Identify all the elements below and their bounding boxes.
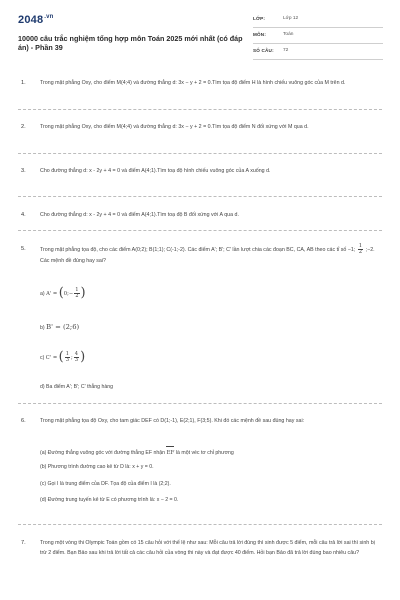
option-b-expr: B' = (2;6) [46,323,80,331]
question-text: Cho đường thẳng d: x - 2y + 4 = 0 và điểm A(4;1).Tìm toạ độ hình chiếu vuông góc của A xuống d. [40,168,271,174]
option-a-pre: (a) Đường thẳng vuông góc với đường thẳng EF nhận [40,450,166,456]
fraction-denominator: 2 [358,249,363,256]
option-a-x: 0;− [63,291,74,298]
question-text [40,244,382,266]
paren-open: ( [58,349,64,365]
paren-close: ) [80,349,86,365]
meta-key: SỐ CÂU: [253,48,274,53]
meta-value: Toán [283,32,294,37]
question-number: 3. [21,168,26,174]
question-text: Cho đường thẳng d: x - 2y + 4 = 0 và điểm A(4;1).Tìm toạ độ B đối xứng với A qua d. [40,212,239,218]
option-label: c) [40,355,45,362]
fraction-denominator: 3 [65,357,70,364]
question-number: 1. [21,80,26,86]
question-divider [18,524,382,525]
question-number: 6. [21,418,26,424]
question-number: 4. [21,212,26,218]
option-d: (d) Đường trung tuyến kẻ từ E có phương trình là: x − 2 = 0. [40,497,179,503]
meta-info-box [253,14,383,62]
vector-ef: EF [166,446,174,458]
fraction-numerator: 1 [358,243,363,249]
question-divider [18,153,382,154]
option-a-lhs: A' = [46,291,58,298]
question-divider [18,109,382,110]
site-logo[interactable] [18,14,54,26]
separator: ; [71,355,73,362]
meta-row-count [253,46,383,60]
question-text: Trong mặt phẳng Oxy, cho điểm M(4;4) và đường thẳng d: 3x − y + 2 = 0.Tìm tọa độ điểm H là hình chiếu vuông góc của M trên d. [40,80,346,86]
question-number: 5. [21,246,26,252]
question-text: Trong một vòng thi Olympic Toán gồm có 15 câu hỏi với thể lệ như sau: Mỗi câu trả lời đúng thì sinh được 5 điểm, mỗi câu trả lời sai thì sinh bị trừ 2 điểm. Bạn Bảo sau khi trả lời tất cả các câu hỏi của vòng thi này và đạt được 40 điểm. Hỏi bạn Bảo đã trả lời đúng bao nhiêu câu? [40,540,375,556]
option-b [40,322,79,333]
logo-suffix-text: .vn [44,14,54,21]
fraction-numerator: 4 [74,351,79,357]
logo-main-text: 2048 [18,14,44,26]
paren-close: ) [80,285,86,301]
option-label: a) [40,291,45,298]
option-c [40,349,86,365]
option-c-fraction-2 [74,352,79,363]
document-title: 10000 câu trắc nghiệm tổng hợp môn Toán 2025 mới nhất (có đáp án) - Phần 39 [18,34,243,53]
option-a [40,446,234,458]
option-c-fraction-1 [65,352,70,363]
meta-row-class [253,14,383,28]
question-text-part: ;−2. Các mệnh đề đúng hay sai? [40,247,375,264]
meta-value: Lớp 12 [283,16,299,21]
fraction-denominator: 3 [74,357,79,364]
option-a [40,285,86,301]
meta-key: LỚP: [253,16,266,21]
ratio-fraction [358,244,363,256]
meta-key: MÔN: [253,32,267,37]
option-c: (c) Gọi I là trung điểm của DF. Tọa độ của điểm I là (2;2). [40,481,171,487]
option-a-post: là một véc tơ chỉ phương [175,450,234,456]
question-divider [18,403,382,404]
question-number: 7. [21,540,26,546]
question-text-part: Trong mặt phẳng tọa độ, cho các điểm A(0;2); B(1;1); C(-1;-2). Các điểm A'; B'; C' lần lượt chia các đoạn BC, CA, AB theo các tỉ số −1; [40,247,356,254]
fraction-numerator: 1 [75,287,79,293]
question-number: 2. [21,124,26,130]
question-text: Trong mặt phẳng Oxy, cho điểm M(4;4) và đường thẳng d: 3x − y + 2 = 0.Tìm tọa độ điểm N đối xứng với M qua d. [40,124,309,130]
document-header [0,0,400,62]
paren-open: ( [58,285,64,301]
fraction-denominator: 2 [75,293,79,300]
question-text: Trong mặt phẳng tọa độ Oxy, cho tam giác DEF có D(1;-1), E(2;1), F(3;5). Khi đó các mệnh đề sau đúng hay sai: [40,418,305,424]
option-b: (b) Phương trình đường cao kẻ từ D là: x + y = 0. [40,464,154,470]
fraction-numerator: 1 [65,351,70,357]
question-divider [18,230,382,231]
option-d: d) Ba điểm A'; B'; C' thẳng hàng [40,384,114,390]
question-divider [18,196,382,197]
meta-row-subject [253,30,383,44]
option-a-fraction [74,288,79,299]
option-c-lhs: C' = [45,355,58,362]
option-label: b) [40,325,45,331]
meta-value: 72 [283,48,289,53]
